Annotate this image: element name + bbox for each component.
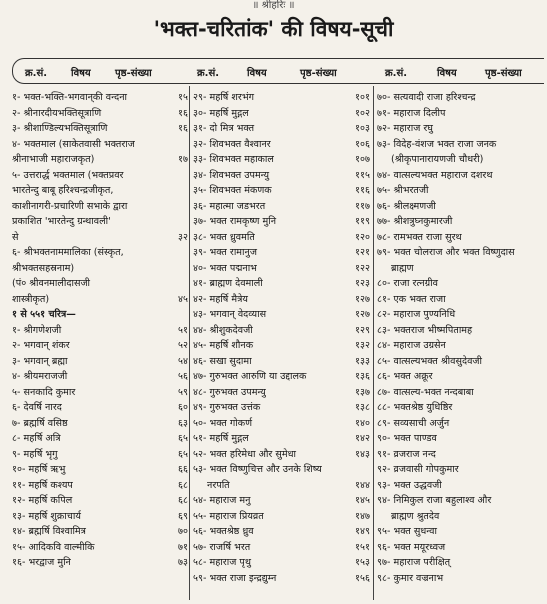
toc-entry (193, 540, 370, 556)
entry-title: ९६- भक्त मयूरध्वज (377, 541, 446, 553)
toc-entry (377, 540, 547, 556)
entry-title: ९८- कुमार वज्रनाभ (377, 572, 444, 584)
entry-title: ५३- भक्त विष्णुचित्त और उनके शिष्य (193, 464, 322, 475)
entry-title: ५७- राजर्षि भरत (193, 541, 251, 553)
entry-title: ८९- सव्यसाची अर्जुन (377, 417, 450, 429)
entry-title: ४०- भक्त पद्मनाभ (193, 262, 257, 274)
toc-entry (12, 509, 188, 525)
entry-page-number: १६ (178, 107, 188, 119)
entry-title: ४- भक्तमाल (साकेतवासी भक्तराज (12, 138, 135, 150)
entry-title: ७८- रामभक्त राजा सुरथ (377, 231, 462, 243)
toc-entry (377, 447, 547, 463)
entry-title: ८०- राजा रत्नग्रीव (377, 278, 438, 289)
toc-entry (193, 199, 370, 215)
entry-title: ८४- महाराज उग्रसेन (377, 340, 446, 351)
entry-title: ४१- ब्राह्मण देवमाली (193, 278, 263, 289)
entry-title: ८७- वात्सल्य-भक्त नन्दबाबा (377, 386, 474, 398)
toc-entry (377, 385, 547, 401)
entry-page-number: १५१ (355, 541, 370, 553)
toc-entry (377, 137, 547, 153)
toc-entry (12, 478, 188, 494)
toc-entry (12, 462, 188, 478)
entry-title: ३९- भक्त रामानुज (193, 247, 257, 258)
entry-title: ८३- भक्तराज भीष्मपितामह (377, 324, 473, 336)
entry-title: ९५- भक्त सुधन्वा (377, 526, 437, 537)
toc-entry (193, 183, 370, 199)
toc-entry (377, 106, 547, 122)
entry-title: १५- आदिकवि वाल्मीकि (12, 541, 95, 553)
toc-entry (377, 400, 547, 416)
entry-title: ५२- भक्त हरिमेधा और सुमेधा (193, 448, 296, 460)
entry-page-number: १३२ (355, 340, 370, 351)
entry-page-number: १२२ (355, 262, 370, 274)
toc-entry (193, 416, 370, 432)
header-subject-2: विषय (247, 68, 267, 79)
header-mark: ॥ श्रीहरिः ॥ (252, 0, 295, 11)
toc-entry (12, 292, 188, 308)
page-title: 'भक्त-चरितांक' की विषय-सूची (153, 17, 394, 41)
toc-entry (377, 555, 547, 571)
entry-page-number: ६८ (178, 495, 188, 506)
entry-title: १२- महर्षि कपिल (12, 495, 73, 506)
entry-title: ४८- गुरुभक्त उपमन्यु (193, 386, 266, 398)
entry-page-number: १२७ (355, 293, 370, 305)
toc-entry (193, 431, 370, 447)
entry-page-number: १०१ (355, 92, 370, 103)
entry-page-number: १४९ (355, 526, 370, 537)
entry-title: ४९- गुरुभक्त उत्तंक (193, 402, 261, 413)
entry-title: १६- भरद्वाज मुनि (12, 557, 71, 568)
entry-title: प्रकाशित 'भारतेन्दु ग्रन्थावली' (12, 216, 111, 227)
toc-entry (12, 214, 188, 230)
entry-page-number: ६५ (178, 448, 188, 460)
entry-page-number: ११५ (355, 169, 370, 181)
header-serial-3: क्र.सं. (385, 68, 408, 79)
entry-title: २- भगवान् शंकर (12, 340, 70, 351)
entry-page-number: १३३ (355, 355, 370, 367)
toc-entry (193, 385, 370, 401)
entry-title: ५५- महाराज प्रियव्रत (193, 510, 264, 522)
entry-page-number: ६८ (178, 479, 188, 491)
section-heading (12, 307, 188, 323)
toc-entry (12, 323, 188, 339)
toc-entry (377, 261, 547, 277)
header-pages-1: पृष्ठ-संख्या (115, 68, 152, 79)
entry-page-number: १४५ (355, 495, 370, 506)
entry-title: (श्रीकृपानारायणजी चौधरी) (391, 154, 484, 165)
entry-title: ३७- भक्त रामकृष्ण मुनि (193, 216, 277, 227)
entry-title: ३५- शिवभक्त मंकणक (193, 185, 272, 196)
toc-entry (193, 462, 370, 478)
entry-page-number: १४० (355, 417, 370, 429)
toc-entry (193, 555, 370, 571)
entry-page-number: १४७ (355, 510, 370, 522)
entry-title: ४३- भगवान् वेदव्यास (193, 309, 267, 320)
toc-entry (12, 338, 188, 354)
entry-title: ५९- भक्त राजा इन्द्रद्युम्न (193, 572, 277, 584)
entry-page-number: १५३ (355, 557, 370, 568)
entry-title: ७५- श्रीभरतजी (377, 185, 429, 196)
toc-entry (12, 183, 188, 199)
toc-entry (193, 152, 370, 168)
header-subject-3: विषय (437, 68, 457, 79)
toc-entry (12, 90, 188, 106)
table-header (12, 58, 544, 84)
entry-title: ७६- श्रीलक्ष्मणजी (377, 200, 436, 212)
toc-entry (377, 524, 547, 540)
header-subject-1: विषय (71, 68, 91, 79)
toc-entry (12, 493, 188, 509)
entry-page-number: ४५ (178, 293, 188, 305)
entry-title: ७७- श्रीशत्रुघ्नकुमारजी (377, 216, 453, 227)
entry-title: ५०- भक्त गोकर्ण (193, 417, 253, 429)
entry-title: ४- श्रीयमराजजी (12, 371, 68, 382)
entry-title: ४५- महर्षि शौनक (193, 340, 254, 351)
entry-title: २- श्रीनारदीयभक्तिसूत्राणि (12, 107, 102, 119)
entry-page-number: ३२ (178, 231, 188, 243)
entry-title: ३१- दो मित्र भक्त (193, 123, 255, 134)
toc-entry (377, 183, 547, 199)
toc-entry (193, 571, 370, 587)
entry-page-number: ७० (178, 526, 188, 537)
toc-entry (12, 121, 188, 137)
toc-entry (12, 416, 188, 432)
toc-entry (193, 121, 370, 137)
toc-entry (377, 245, 547, 261)
entry-title: ६- श्रीभक्तनाममालिका (संस्कृत, (12, 247, 124, 258)
toc-entry (12, 385, 188, 401)
header-pages-3: पृष्ठ-संख्या (485, 68, 522, 79)
entry-title: ३८- भक्त ध्रुवमति (193, 231, 255, 243)
entry-title: ८८- भक्तश्रेष्ठ युधिष्ठिर (377, 402, 453, 413)
entry-title: ४६- सखा सुदामा (193, 355, 252, 367)
entry-page-number: १२० (355, 231, 370, 243)
entry-page-number: १३७ (355, 386, 370, 398)
entry-title: शास्त्रीकृत) (12, 293, 50, 305)
toc-entry (377, 292, 547, 308)
entry-page-number: ५२ (178, 340, 188, 351)
toc-entry (193, 524, 370, 540)
entry-page-number: ६३ (178, 417, 188, 429)
toc-entry (193, 230, 370, 246)
toc-column-3 (377, 86, 547, 604)
entry-title: ९३- भक्त उद्धवजी (377, 479, 442, 491)
entry-title: ९- महर्षि भृगु (12, 448, 58, 460)
toc-entry (377, 230, 547, 246)
entry-title: ८२- महाराज पुण्यनिधि (377, 309, 456, 320)
column-divider (373, 86, 374, 600)
entry-title: ९४- निमिकुल राजा बहुलाश्व और (377, 495, 492, 506)
entry-title: ३०- महर्षि मुद्गल (193, 107, 249, 119)
entry-page-number: १२३ (355, 278, 370, 289)
toc-entry (12, 447, 188, 463)
toc-entry (377, 369, 547, 385)
entry-title: ब्राह्मण (391, 262, 414, 274)
toc-column-2 (193, 86, 370, 604)
entry-title: ९१- व्रजराज नन्द (377, 448, 436, 460)
toc-entry (377, 121, 547, 137)
toc-entry (12, 540, 188, 556)
toc-entry (377, 214, 547, 230)
entry-page-number: ५९ (178, 386, 188, 398)
entry-title: ६- देवर्षि नारद (12, 402, 62, 413)
entry-title: ४२- महर्षि मैत्रेय (193, 293, 248, 305)
toc-entry (193, 369, 370, 385)
entry-page-number: ६० (178, 402, 188, 413)
toc-entry (377, 323, 547, 339)
entry-page-number: ७३ (178, 557, 188, 568)
toc-entry (377, 493, 547, 509)
header-pages-2: पृष्ठ-संख्या (300, 68, 337, 79)
entry-title: (पं० श्रीवनमालीदासजी (12, 278, 91, 289)
entry-page-number: ५६ (178, 371, 188, 382)
toc-entry (377, 307, 547, 323)
entry-title: ७४- वात्सल्यभक्त महाराज दशरथ (377, 169, 493, 181)
toc-entry (12, 152, 188, 168)
entry-page-number: १०७ (355, 154, 370, 165)
entry-title: ९०- भक्त पाण्डव (377, 433, 437, 444)
toc-entry (193, 400, 370, 416)
toc-entry (12, 168, 188, 184)
toc-entry (377, 571, 547, 587)
entry-page-number: १०२ (355, 107, 370, 119)
entry-title: १३- महर्षि शुक्राचार्य (12, 510, 81, 522)
entry-title: १- श्रीगणेशजी (12, 324, 62, 336)
entry-page-number: १४२ (355, 433, 370, 444)
entry-title: ७३- विदेह-वंशज भक्त राजा जनक (377, 138, 497, 150)
entry-title: ४७- गुरुभक्त आरुणि या उद्दालक (193, 371, 307, 382)
entry-title: ५६- भक्तश्रेष्ठ ध्रुव (193, 526, 254, 537)
toc-entry (12, 524, 188, 540)
entry-page-number: ११९ (355, 216, 370, 227)
toc-entry (377, 462, 547, 478)
entry-title: ५१- महर्षि मुद्गल (193, 433, 249, 444)
entry-title: ५४- महाराज मनु (193, 495, 251, 506)
entry-title: २९- महर्षि शरभंग (193, 92, 254, 103)
entry-page-number: १३६ (355, 371, 370, 382)
entry-page-number: १५६ (355, 572, 370, 584)
entry-page-number: ६९ (178, 510, 188, 522)
entry-page-number: १७ (178, 154, 188, 165)
entry-title: १ से ५५१ चरित्र— (12, 309, 76, 320)
entry-page-number: १६ (178, 123, 188, 134)
entry-title: ३३- शिवभक्त महाकाल (193, 154, 274, 165)
toc-entry (193, 137, 370, 153)
toc-entry (193, 323, 370, 339)
toc-entry (12, 199, 188, 215)
entry-title: १०- महर्षि ऋभु (12, 464, 66, 475)
entry-page-number: ११६ (355, 185, 370, 196)
toc-entry (12, 230, 188, 246)
entry-title: ३४- शिवभक्त उपमन्यु (193, 169, 270, 181)
entry-page-number: १४३ (355, 448, 370, 460)
entry-title: ब्राह्मण श्रुतदेव (391, 510, 440, 522)
toc-entry (12, 261, 188, 277)
entry-title: ८५- वात्सल्यभक्त श्रीवसुदेवजी (377, 355, 483, 367)
toc-entry (377, 168, 547, 184)
entry-title: ७९- भक्त चोलराज और भक्त विष्णुदास (377, 247, 515, 258)
toc-entry (12, 354, 188, 370)
entry-page-number: ७१ (178, 541, 188, 553)
entry-title: ८६- भक्त अक्रूर (377, 371, 433, 382)
toc-entry (377, 152, 547, 168)
entry-page-number: ५१ (178, 324, 188, 336)
toc-entry (12, 555, 188, 571)
entry-title: १४- ब्रह्मर्षि विश्वामित्र (12, 526, 86, 537)
toc-entry (12, 400, 188, 416)
entry-title: ३२- शिवभक्त वैश्वानर (193, 138, 271, 150)
toc-entry (193, 276, 370, 292)
toc-entry (193, 245, 370, 261)
entry-title: ७०- सत्यवादी राजा हरिश्चन्द्र (377, 92, 476, 103)
toc-entry (193, 478, 370, 494)
entry-title: ४४- श्रीशुकदेवजी (193, 324, 253, 336)
entry-title: नरपति (207, 479, 230, 491)
header-serial-2: क्र.सं. (197, 68, 220, 79)
entry-title: ८१- एक भक्त राजा (377, 293, 446, 305)
toc-entry (193, 338, 370, 354)
toc-entry (377, 90, 547, 106)
entry-title: ७१- महाराज दिलीप (377, 107, 446, 119)
entry-title: भारतेन्दु बाबू हरिश्चन्द्रजीकृत, (12, 185, 114, 196)
entry-page-number: १५ (178, 92, 188, 103)
entry-title: श्रीनाभाजी महाराजकृत) (12, 154, 95, 165)
toc-entry (377, 354, 547, 370)
toc-column-1 (12, 86, 188, 604)
toc-entry (377, 199, 547, 215)
toc-entry (193, 214, 370, 230)
toc-entry (193, 307, 370, 323)
entry-title: ३- भगवान् ब्रह्मा (12, 355, 68, 367)
entry-title: ३६- महात्मा जडभरत (193, 200, 266, 212)
toc-entry (193, 261, 370, 277)
toc-entry (377, 431, 547, 447)
toc-entry (377, 276, 547, 292)
toc-entry (193, 493, 370, 509)
toc-entry (193, 447, 370, 463)
entry-page-number: १२७ (355, 309, 370, 320)
toc-entry (193, 509, 370, 525)
toc-entry (377, 478, 547, 494)
entry-page-number: १०३ (355, 123, 370, 134)
toc-entry (12, 106, 188, 122)
entry-title: ९२- व्रजवासी गोपकुमार (377, 464, 459, 475)
entry-page-number: १२९ (355, 324, 370, 336)
entry-page-number: १३८ (355, 402, 370, 413)
entry-title: ७२- महाराज रघु (377, 123, 433, 134)
toc-entry (377, 338, 547, 354)
entry-title: ५८- महाराज पृथु (193, 557, 251, 568)
entry-title: से (12, 231, 19, 243)
entry-title: ५- उत्तरार्द्ध भक्तमाल (भक्तप्रवर (12, 169, 124, 181)
entry-page-number: १४४ (355, 479, 370, 491)
toc-entry (12, 137, 188, 153)
toc-entry (193, 106, 370, 122)
entry-title: काशीनागरी-प्रचारिणी सभाके द्वारा (12, 200, 128, 212)
entry-page-number: १२१ (355, 247, 370, 258)
toc-entry (12, 431, 188, 447)
toc-entry (193, 354, 370, 370)
entry-title: श्रीभक्तसहस्रनाम) (12, 262, 75, 274)
toc-entry (12, 245, 188, 261)
toc-entry (193, 90, 370, 106)
entry-title: ८- महर्षि अत्रि (12, 433, 61, 444)
entry-title: १- भक्त-भक्ति-भगवान्‌की वन्दना (12, 92, 128, 103)
toc-entry (12, 369, 188, 385)
entry-title: ९७- महाराज परीक्षित् (377, 557, 451, 568)
toc-entry (377, 509, 547, 525)
toc-entry (12, 276, 188, 292)
entry-title: ७- ब्रह्मर्षि वसिष्ठ (12, 417, 68, 429)
entry-title: ११- महर्षि कश्यप (12, 479, 73, 491)
toc-entry (377, 416, 547, 432)
column-divider (189, 86, 190, 600)
toc-entry (193, 292, 370, 308)
entry-title: ५- सनकादि कुमार (12, 386, 76, 398)
entry-page-number: १०६ (355, 138, 370, 150)
entry-page-number: ६६ (178, 464, 188, 475)
entry-page-number: ६५ (178, 433, 188, 444)
header-serial-1: क्र.सं. (25, 68, 48, 79)
toc-entry (193, 168, 370, 184)
entry-page-number: ५४ (178, 355, 188, 367)
entry-page-number: ११७ (355, 200, 370, 212)
entry-title: ३- श्रीशाण्डिल्यभक्तिसूत्राणि (12, 123, 108, 134)
